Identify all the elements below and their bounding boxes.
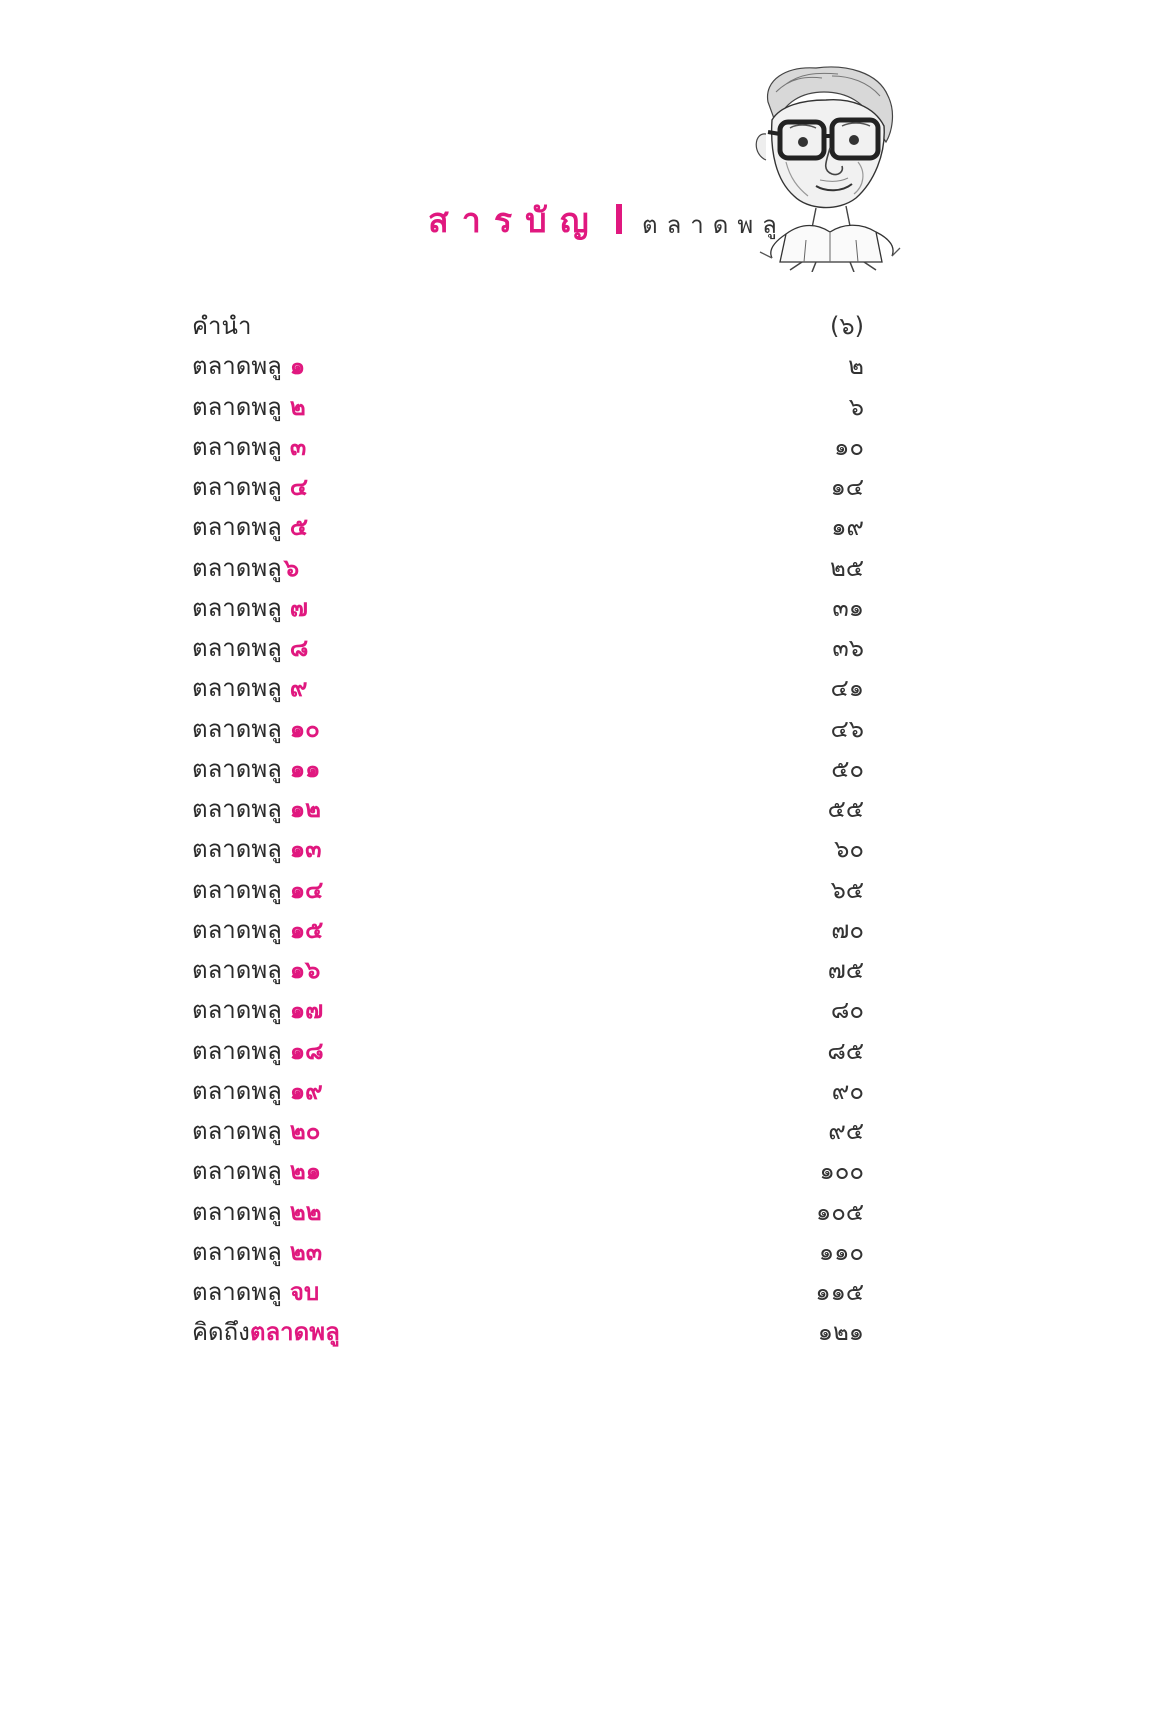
- toc-entry-title: ตลาดพลู: [192, 634, 282, 662]
- toc-entry-page: ๒: [848, 352, 864, 381]
- toc-entry[interactable]: [192, 1232, 864, 1272]
- toc-entry-title: ตลาดพลู: [192, 473, 282, 501]
- toc-entry-page: ๑๑๕: [815, 1278, 864, 1306]
- toc-entry-page: ๖๐: [834, 835, 864, 864]
- toc-entry-label: [192, 1272, 319, 1312]
- toc-entry-title: ตลาดพลู: [192, 513, 282, 542]
- toc-entry-label: [192, 306, 259, 346]
- toc-entry[interactable]: [192, 709, 864, 749]
- toc-entry-title: ตลาดพลู: [192, 754, 282, 783]
- toc-entry-label: [192, 467, 308, 507]
- toc-entry[interactable]: [192, 628, 864, 668]
- toc-entry[interactable]: [192, 1272, 864, 1312]
- toc-entry-title: ตลาดพลู: [192, 996, 282, 1025]
- toc-entry-number: ๑๒: [289, 795, 321, 823]
- toc-entry-label: [192, 1071, 323, 1111]
- toc-entry-page: ๑๙: [831, 513, 864, 542]
- toc-entry-number: ตลาดพลู: [249, 1318, 340, 1347]
- toc-entry-title: คำนำ: [192, 312, 252, 340]
- toc-entry-number: ๔: [289, 473, 309, 501]
- toc-entry[interactable]: [192, 1151, 864, 1191]
- toc-entry[interactable]: [192, 387, 864, 427]
- toc-entry-title: ตลาดพลู: [192, 352, 282, 381]
- toc-entry-page: ๔๑: [830, 674, 864, 703]
- toc-entry[interactable]: [192, 346, 864, 386]
- toc-entry-page: ๓๑: [832, 593, 864, 622]
- toc-entry-page: ๑๔: [830, 473, 864, 501]
- toc-entry[interactable]: [192, 749, 864, 789]
- toc-entry-page: ๘๕: [827, 1036, 864, 1065]
- toc-entry-label: [192, 588, 308, 628]
- toc-entry-title: ตลาดพลู: [192, 1117, 282, 1145]
- toc-entry[interactable]: [192, 829, 864, 869]
- toc-entry-title: ตลาดพลู: [192, 1036, 282, 1065]
- toc-entry-number: จบ: [289, 1278, 320, 1306]
- toc-entry-number: ๑๐: [289, 714, 320, 743]
- toc-entry-label: [192, 507, 308, 547]
- toc-entry[interactable]: [192, 870, 864, 910]
- toc-entry-page: ๑๑๐: [818, 1237, 864, 1266]
- toc-entry-title: ตลาดพลู: [192, 432, 282, 461]
- toc-entry-number: ๑๘: [289, 1036, 324, 1065]
- toc-entry-number: ๒๐: [289, 1117, 321, 1145]
- toc-entry-number: ๑๔: [289, 875, 324, 904]
- toc-entry-title: ตลาดพลู: [192, 674, 282, 703]
- toc-entry-page: ๔๖: [830, 714, 864, 743]
- toc-entry-title: ตลาดพลู: [192, 593, 282, 622]
- toc-entry-page: ๕๕: [827, 795, 864, 823]
- toc-entry-label: [192, 668, 307, 708]
- toc-entry-page: ๒๕: [830, 553, 864, 582]
- toc-entry[interactable]: [192, 467, 864, 507]
- toc-entry-number: ๑๖: [289, 956, 321, 984]
- toc-entry[interactable]: [192, 1312, 864, 1352]
- toc-entry-page: ๑๐: [834, 432, 864, 461]
- page-title: สารบัญ: [428, 201, 602, 241]
- toc-entry[interactable]: [192, 588, 864, 628]
- toc-entry[interactable]: [192, 427, 864, 467]
- toc-entry[interactable]: [192, 910, 864, 950]
- toc-entry-number: ๒: [289, 392, 306, 421]
- toc-entry-label: [192, 950, 320, 990]
- toc-entry-number: ๑๙: [289, 1076, 323, 1105]
- toc-entry-label: [192, 1312, 340, 1352]
- toc-entry-number: ๘: [289, 634, 309, 662]
- toc-entry-number: ๑: [289, 352, 306, 381]
- toc-entry-number: ๑๑: [289, 754, 321, 783]
- toc-entry[interactable]: [192, 1111, 864, 1151]
- toc-entry-number: ๑๗: [289, 996, 324, 1025]
- table-of-contents: [192, 306, 864, 1353]
- toc-entry-number: ๑๓: [289, 835, 322, 864]
- toc-entry-page: ๑๒๑: [817, 1318, 864, 1347]
- toc-entry-label: [192, 387, 306, 427]
- toc-entry-title: ตลาดพลู: [192, 1076, 282, 1105]
- toc-entry-label: [192, 870, 323, 910]
- toc-entry-label: [192, 548, 299, 588]
- toc-entry-page: ๓๖: [832, 634, 864, 662]
- toc-entry[interactable]: [192, 306, 864, 346]
- toc-entry[interactable]: [192, 1031, 864, 1071]
- toc-entry-page: ๙๕: [828, 1117, 864, 1145]
- toc-entry-label: [192, 749, 320, 789]
- toc-entry-title: ตลาดพลู: [192, 835, 282, 864]
- toc-entry-label: [192, 990, 323, 1030]
- toc-entry-label: [192, 628, 308, 668]
- toc-entry-number: ๗: [289, 593, 308, 622]
- toc-entry-label: [192, 1151, 321, 1191]
- toc-entry[interactable]: [192, 668, 864, 708]
- toc-entry[interactable]: [192, 990, 864, 1030]
- toc-entry-page: (๖): [830, 312, 864, 340]
- toc-entry-number: ๒๑: [289, 1157, 321, 1186]
- toc-entry-label: [192, 910, 323, 950]
- toc-entry-title: ตลาดพลู: [192, 956, 282, 984]
- toc-entry-page: ๖: [848, 392, 864, 421]
- toc-entry-page: ๑๐๐: [819, 1157, 864, 1186]
- toc-entry-title: ตลาดพลู: [192, 553, 282, 582]
- toc-entry-title: ตลาดพลู: [192, 1157, 282, 1186]
- toc-entry-label: [192, 1232, 322, 1272]
- toc-entry-title: ตลาดพลู: [192, 714, 282, 743]
- toc-entry-number: ๕: [289, 513, 309, 542]
- toc-entry[interactable]: [192, 1192, 864, 1232]
- toc-entry-label: [192, 1031, 324, 1071]
- toc-entry[interactable]: [192, 507, 864, 547]
- toc-entry-title: ตลาดพลู: [192, 795, 282, 823]
- toc-entry[interactable]: [192, 1071, 864, 1111]
- toc-entry-label: [192, 829, 322, 869]
- toc-entry-label: [192, 346, 305, 386]
- toc-entry-page: ๙๐: [831, 1076, 864, 1105]
- toc-entry-number: ๓: [289, 432, 307, 461]
- page-header: [0, 0, 1050, 290]
- toc-entry-page: ๑๐๕: [815, 1197, 864, 1226]
- page-subtitle: ตลาดพลู: [642, 211, 786, 239]
- toc-entry-number: ๙: [289, 674, 308, 703]
- toc-entry-page: ๘๐: [830, 996, 864, 1025]
- toc-entry-title: ตลาดพลู: [192, 875, 282, 904]
- toc-entry-title: ตลาดพลู: [192, 1278, 282, 1306]
- toc-entry-title: ตลาดพลู: [192, 1197, 282, 1226]
- toc-entry-title: ตลาดพลู: [192, 392, 282, 421]
- toc-entry-number: ๑๕: [289, 915, 324, 944]
- toc-entry-label: [192, 709, 320, 749]
- toc-entry[interactable]: [192, 950, 864, 990]
- toc-entry-page: ๗๕: [827, 956, 864, 984]
- toc-entry-number: ๒๒: [289, 1197, 322, 1226]
- toc-entry-number: ๖: [283, 553, 300, 582]
- toc-entry-label: [192, 1111, 320, 1151]
- toc-entry-number: ๒๓: [289, 1237, 323, 1266]
- toc-entry[interactable]: [192, 548, 864, 588]
- toc-entry-page: ๗๐: [831, 915, 864, 944]
- toc-entry-label: [192, 1192, 322, 1232]
- caricature-portrait-icon: [746, 62, 902, 272]
- toc-entry-title: ตลาดพลู: [192, 915, 282, 944]
- toc-entry-title: คิดถึง: [192, 1318, 250, 1347]
- toc-entry-label: [192, 789, 321, 829]
- toc-entry-label: [192, 427, 306, 467]
- toc-entry-page: ๕๐: [831, 754, 864, 783]
- title-divider: [616, 204, 622, 234]
- toc-entry-page: ๖๕: [830, 875, 864, 904]
- toc-entry-title: ตลาดพลู: [192, 1237, 282, 1266]
- toc-entry[interactable]: [192, 789, 864, 829]
